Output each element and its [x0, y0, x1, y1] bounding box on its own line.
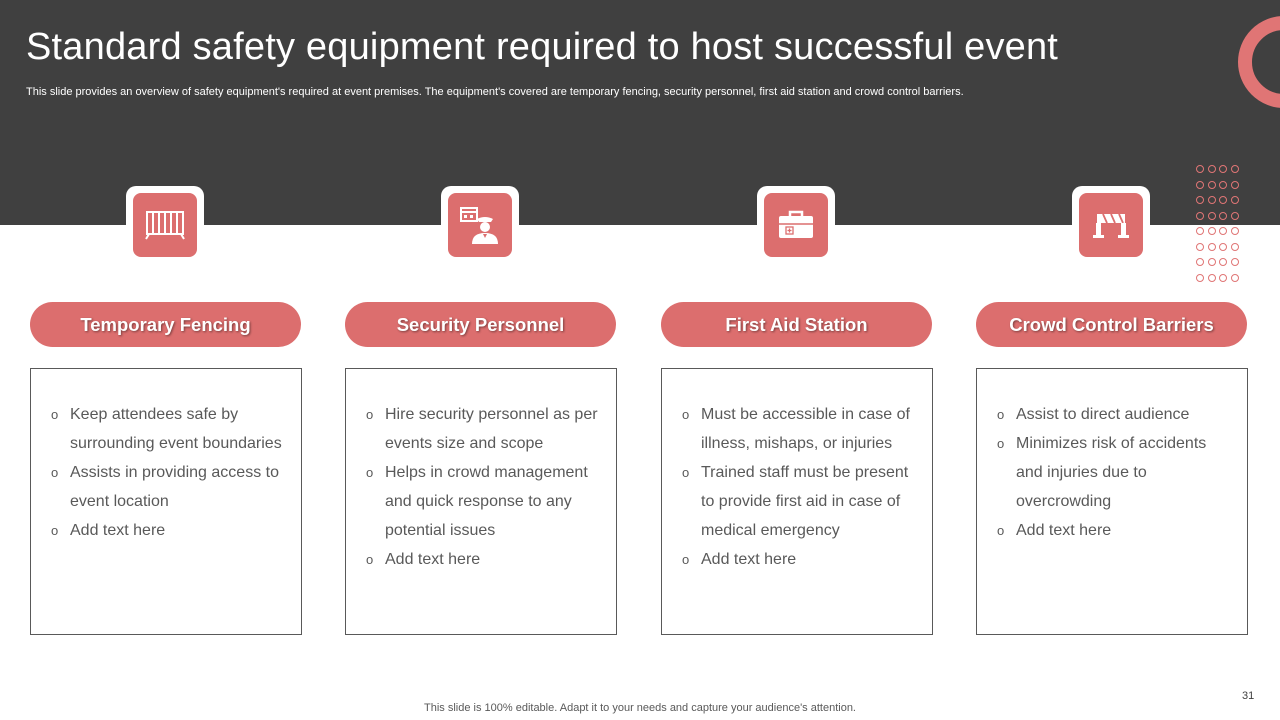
bullet-marker: o [51, 407, 59, 422]
bullet-marker: o [682, 551, 690, 567]
bullet-text: Must be accessible in case of illness, mishaps, or injuries [701, 406, 910, 452]
barrier-icon [1091, 210, 1131, 240]
column-heading: First Aid Station [725, 313, 868, 335]
column-heading: Temporary Fencing [80, 313, 251, 335]
bullet-marker: o [366, 464, 374, 480]
icon-frame [126, 186, 204, 264]
bullet-text: Add text here [1016, 521, 1112, 539]
icon-frame [757, 186, 835, 264]
list-item [682, 459, 916, 546]
bullet-text: Helps in crowd management and quick response to any potential issues [385, 463, 588, 539]
fence-icon [144, 208, 186, 242]
equipment-column-crowd-control-barriers [976, 186, 1248, 636]
bullet-marker: o [682, 464, 690, 480]
bullet-marker: o [997, 435, 1005, 451]
heading-pill [661, 302, 932, 347]
list-item [997, 517, 1231, 546]
list-item [682, 546, 916, 575]
bullet-text: Add text here [701, 550, 797, 568]
footer-note: This slide is 100% editable. Adapt it to your needs and capture your audience's attention. [424, 702, 856, 714]
bullet-card [30, 368, 302, 635]
column-heading: Security Personnel [396, 313, 565, 335]
heading-pill [30, 302, 301, 347]
list-item [51, 459, 285, 517]
bullet-marker: o [51, 522, 59, 538]
equipment-column-security-personnel [345, 186, 617, 636]
icon-frame [1072, 186, 1150, 264]
list-item [51, 517, 285, 546]
bullet-marker: o [997, 522, 1005, 538]
list-item [682, 401, 916, 459]
slide-subtitle: This slide provides an overview of safety equipment's required at event premises. The equipment's covered are temporary fencing, security personnel, first aid station and crowd control barriers. [26, 86, 964, 98]
bullet-marker: o [366, 407, 374, 422]
icon-tile [764, 193, 828, 257]
column-heading: Crowd Control Barriers [1009, 313, 1214, 335]
bullet-marker: o [51, 464, 59, 480]
list-item [366, 546, 600, 575]
page-number: 31 [1242, 690, 1255, 702]
icon-tile [1079, 193, 1143, 257]
icon-tile [448, 193, 512, 257]
equipment-column-temporary-fencing [30, 186, 302, 636]
list-item [366, 459, 600, 546]
bullet-text: Minimizes risk of accidents and injuries due to overcrowding [1016, 434, 1207, 510]
bullet-text: Keep attendees safe by surrounding event boundaries [70, 406, 282, 452]
icon-frame [441, 186, 519, 264]
icon-tile [133, 193, 197, 257]
equipment-column-first-aid-station [661, 186, 933, 636]
heading-pill [976, 302, 1247, 347]
list-item [997, 430, 1231, 517]
list-item [997, 401, 1231, 430]
bullet-text: Assist to direct audience [1016, 406, 1190, 423]
list-item [51, 401, 285, 459]
bullet-card [661, 368, 933, 635]
bullet-card [345, 368, 617, 635]
bullet-marker: o [682, 407, 690, 422]
bullet-text: Add text here [385, 550, 481, 568]
bullet-text: Hire security personnel as per events size and scope [385, 406, 598, 452]
bullet-text: Trained staff must be present to provide first aid in case of medical emergency [701, 463, 909, 539]
bullet-text: Assists in providing access to event location [70, 463, 279, 510]
heading-pill [345, 302, 616, 347]
first-aid-kit-icon [776, 209, 816, 241]
security-guard-icon [458, 205, 502, 245]
bullet-marker: o [997, 407, 1005, 422]
list-item [366, 401, 600, 459]
slide-title: Standard safety equipment required to host successful event [26, 26, 1059, 68]
bullet-marker: o [366, 551, 374, 567]
bullet-card [976, 368, 1248, 635]
bullet-text: Add text here [70, 521, 166, 539]
